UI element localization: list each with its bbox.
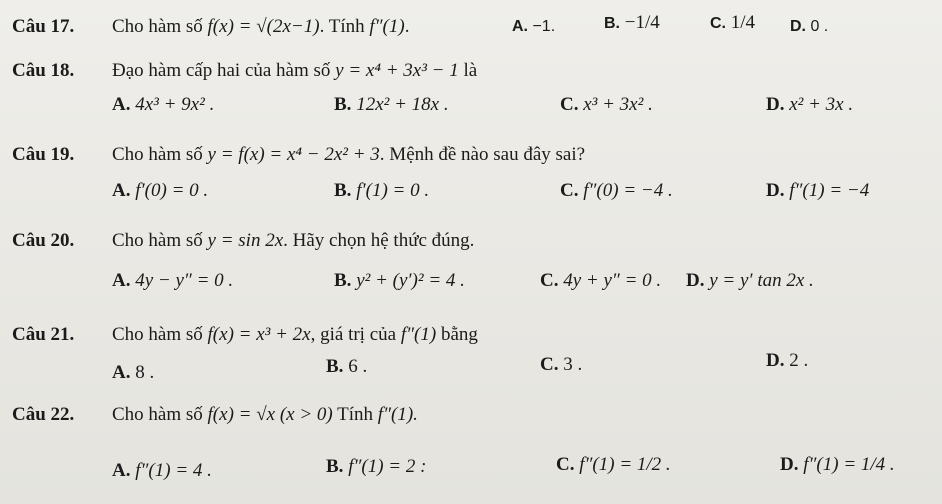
question-21-options: [0, 350, 942, 390]
option-d[interactable]: D. f″(1) = 1/4 .: [780, 454, 895, 475]
option-d[interactable]: D. y = y′ tan 2x .: [686, 270, 814, 291]
option-b[interactable]: B. 6 .: [326, 356, 368, 377]
question-18-options: [0, 86, 942, 126]
question-22-options: [0, 448, 942, 488]
option-c[interactable]: C. f″(1) = 1/2 .: [556, 454, 671, 475]
question-number: Câu 19.: [12, 144, 75, 165]
question-stem: Cho hàm số f(x) = √x (x > 0) Tính f″(1).: [112, 404, 418, 425]
option-a[interactable]: A. f″(1) = 4 .: [112, 460, 212, 481]
question-17: [0, 6, 942, 46]
option-d[interactable]: D. 2 .: [766, 350, 809, 371]
question-19-options: [0, 172, 942, 212]
question-number: Câu 21.: [12, 324, 75, 345]
question-stem: Cho hàm số f(x) = √(2x−1). Tính f″(1).: [112, 16, 410, 37]
option-b[interactable]: B. f″(1) = 2 :: [326, 456, 427, 477]
option-a[interactable]: A. 8 .: [112, 362, 155, 383]
option-c[interactable]: C. 1/4: [710, 12, 756, 33]
option-b[interactable]: B. f′(1) = 0 .: [334, 180, 430, 201]
option-b[interactable]: B. y² + (y′)² = 4 .: [334, 270, 465, 291]
option-b[interactable]: B. 12x² + 18x .: [334, 94, 449, 115]
option-d[interactable]: D. x² + 3x .: [766, 94, 854, 115]
question-number: Câu 20.: [12, 230, 75, 251]
option-a[interactable]: A. −1.: [512, 18, 556, 35]
option-a[interactable]: A. 4x³ + 9x² .: [112, 94, 215, 115]
question-number: Câu 18.: [12, 60, 75, 81]
question-stem: Cho hàm số y = f(x) = x⁴ − 2x² + 3. Mệnh đề nào sau đây sai?: [112, 144, 586, 165]
question-20-options: [0, 258, 942, 298]
option-d[interactable]: D. 0 .: [790, 18, 829, 35]
option-a[interactable]: A. f′(0) = 0 .: [112, 180, 209, 201]
option-c[interactable]: C. f″(0) = −4 .: [560, 180, 673, 201]
option-b[interactable]: B. −1/4: [604, 12, 660, 33]
question-number: Câu 22.: [12, 404, 75, 425]
question-number: Câu 17.: [12, 16, 75, 37]
question-stem: Cho hàm số f(x) = x³ + 2x, giá trị của f″(1) bằng: [112, 324, 478, 345]
option-d[interactable]: D. f″(1) = −4: [766, 180, 870, 201]
option-b-value: −1/4: [624, 12, 660, 33]
option-c[interactable]: C. x³ + 3x² .: [560, 94, 653, 115]
question-stem: Đạo hàm cấp hai của hàm số y = x⁴ + 3x³ − 1 là: [112, 60, 478, 81]
question-22: [0, 396, 942, 436]
option-c[interactable]: C. 3 .: [540, 354, 583, 375]
question-stem: Cho hàm số y = sin 2x. Hãy chọn hệ thức đúng.: [112, 230, 475, 251]
option-a[interactable]: A. 4y − y″ = 0 .: [112, 270, 234, 291]
option-c[interactable]: C. 4y + y″ = 0 .: [540, 270, 662, 291]
